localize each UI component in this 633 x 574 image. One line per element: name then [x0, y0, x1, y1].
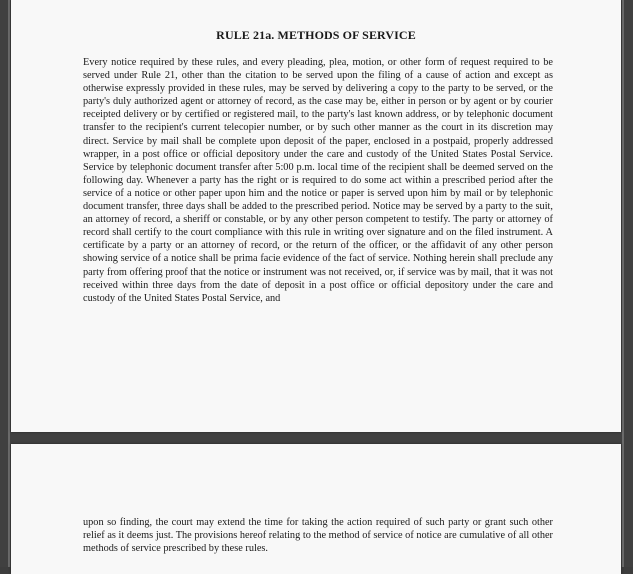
- rule-title: RULE 21a. METHODS OF SERVICE: [216, 28, 416, 42]
- document-page-1: [11, 0, 621, 432]
- rule-body-paragraph: Every notice required by these rules, and every pleading, plea, motion, or other form of request required to be served under Rule 21, other than the citation to be served upon the filing of a cause of action and except as otherwise expressly provided in these rules, may be served by delivering a copy to the party to be served, or the party's duly authorized agent or attorney of record, as the case may be, either in person or by agent or by courier receipted delivery or by certified or registered mail, to the party's last known address, or by telephonic document transfer to the recipient's current telecopier number, or by such other manner as the court in its discretion may direct. Service by mail shall be complete upon deposit of the paper, enclosed in a postpaid, properly addressed wrapper, in a post office or official depository under the care and custody of the United States Postal Service. Service by telephonic document transfer after 5:00 p.m. local time of the recipient shall be deemed served on the following day. Whenever a party has the right or is required to do some act within a prescribed period after the service of a notice or other paper upon him and the notice or paper is served upon him by mail or by telephonic document transfer, three days shall be added to the prescribed period. Notice may be served by a party to the suit, an attorney of record, a sheriff or constable, or by any other person competent to testify. The party or attorney of record shall certify to the court compliance with this rule in writing over signature and on the filed instrument. A certificate by a party or an attorney of record, or the return of the officer, or the affidavit of any other person showing service of a notice shall be prima facie evidence of the fact of service. Nothing herein shall preclude any party from offering proof that the notice or instrument was not received, or, if service was by mail, that it was not received within three days from the date of deposit in a post office or official depository under the care and custody of the United States Postal Service, and: [83, 57, 553, 304]
- right-scroll-edge: [622, 0, 624, 567]
- document-page-2: [11, 444, 621, 574]
- left-scroll-edge: [8, 0, 10, 567]
- rule-body-continuation: upon so finding, the court may extend the time for taking the action required of such party or grant such other relief as it deems just. The provisions hereof relating to the method of service of notice are cumulative of all other methods of service prescribed by these rules.: [83, 517, 553, 555]
